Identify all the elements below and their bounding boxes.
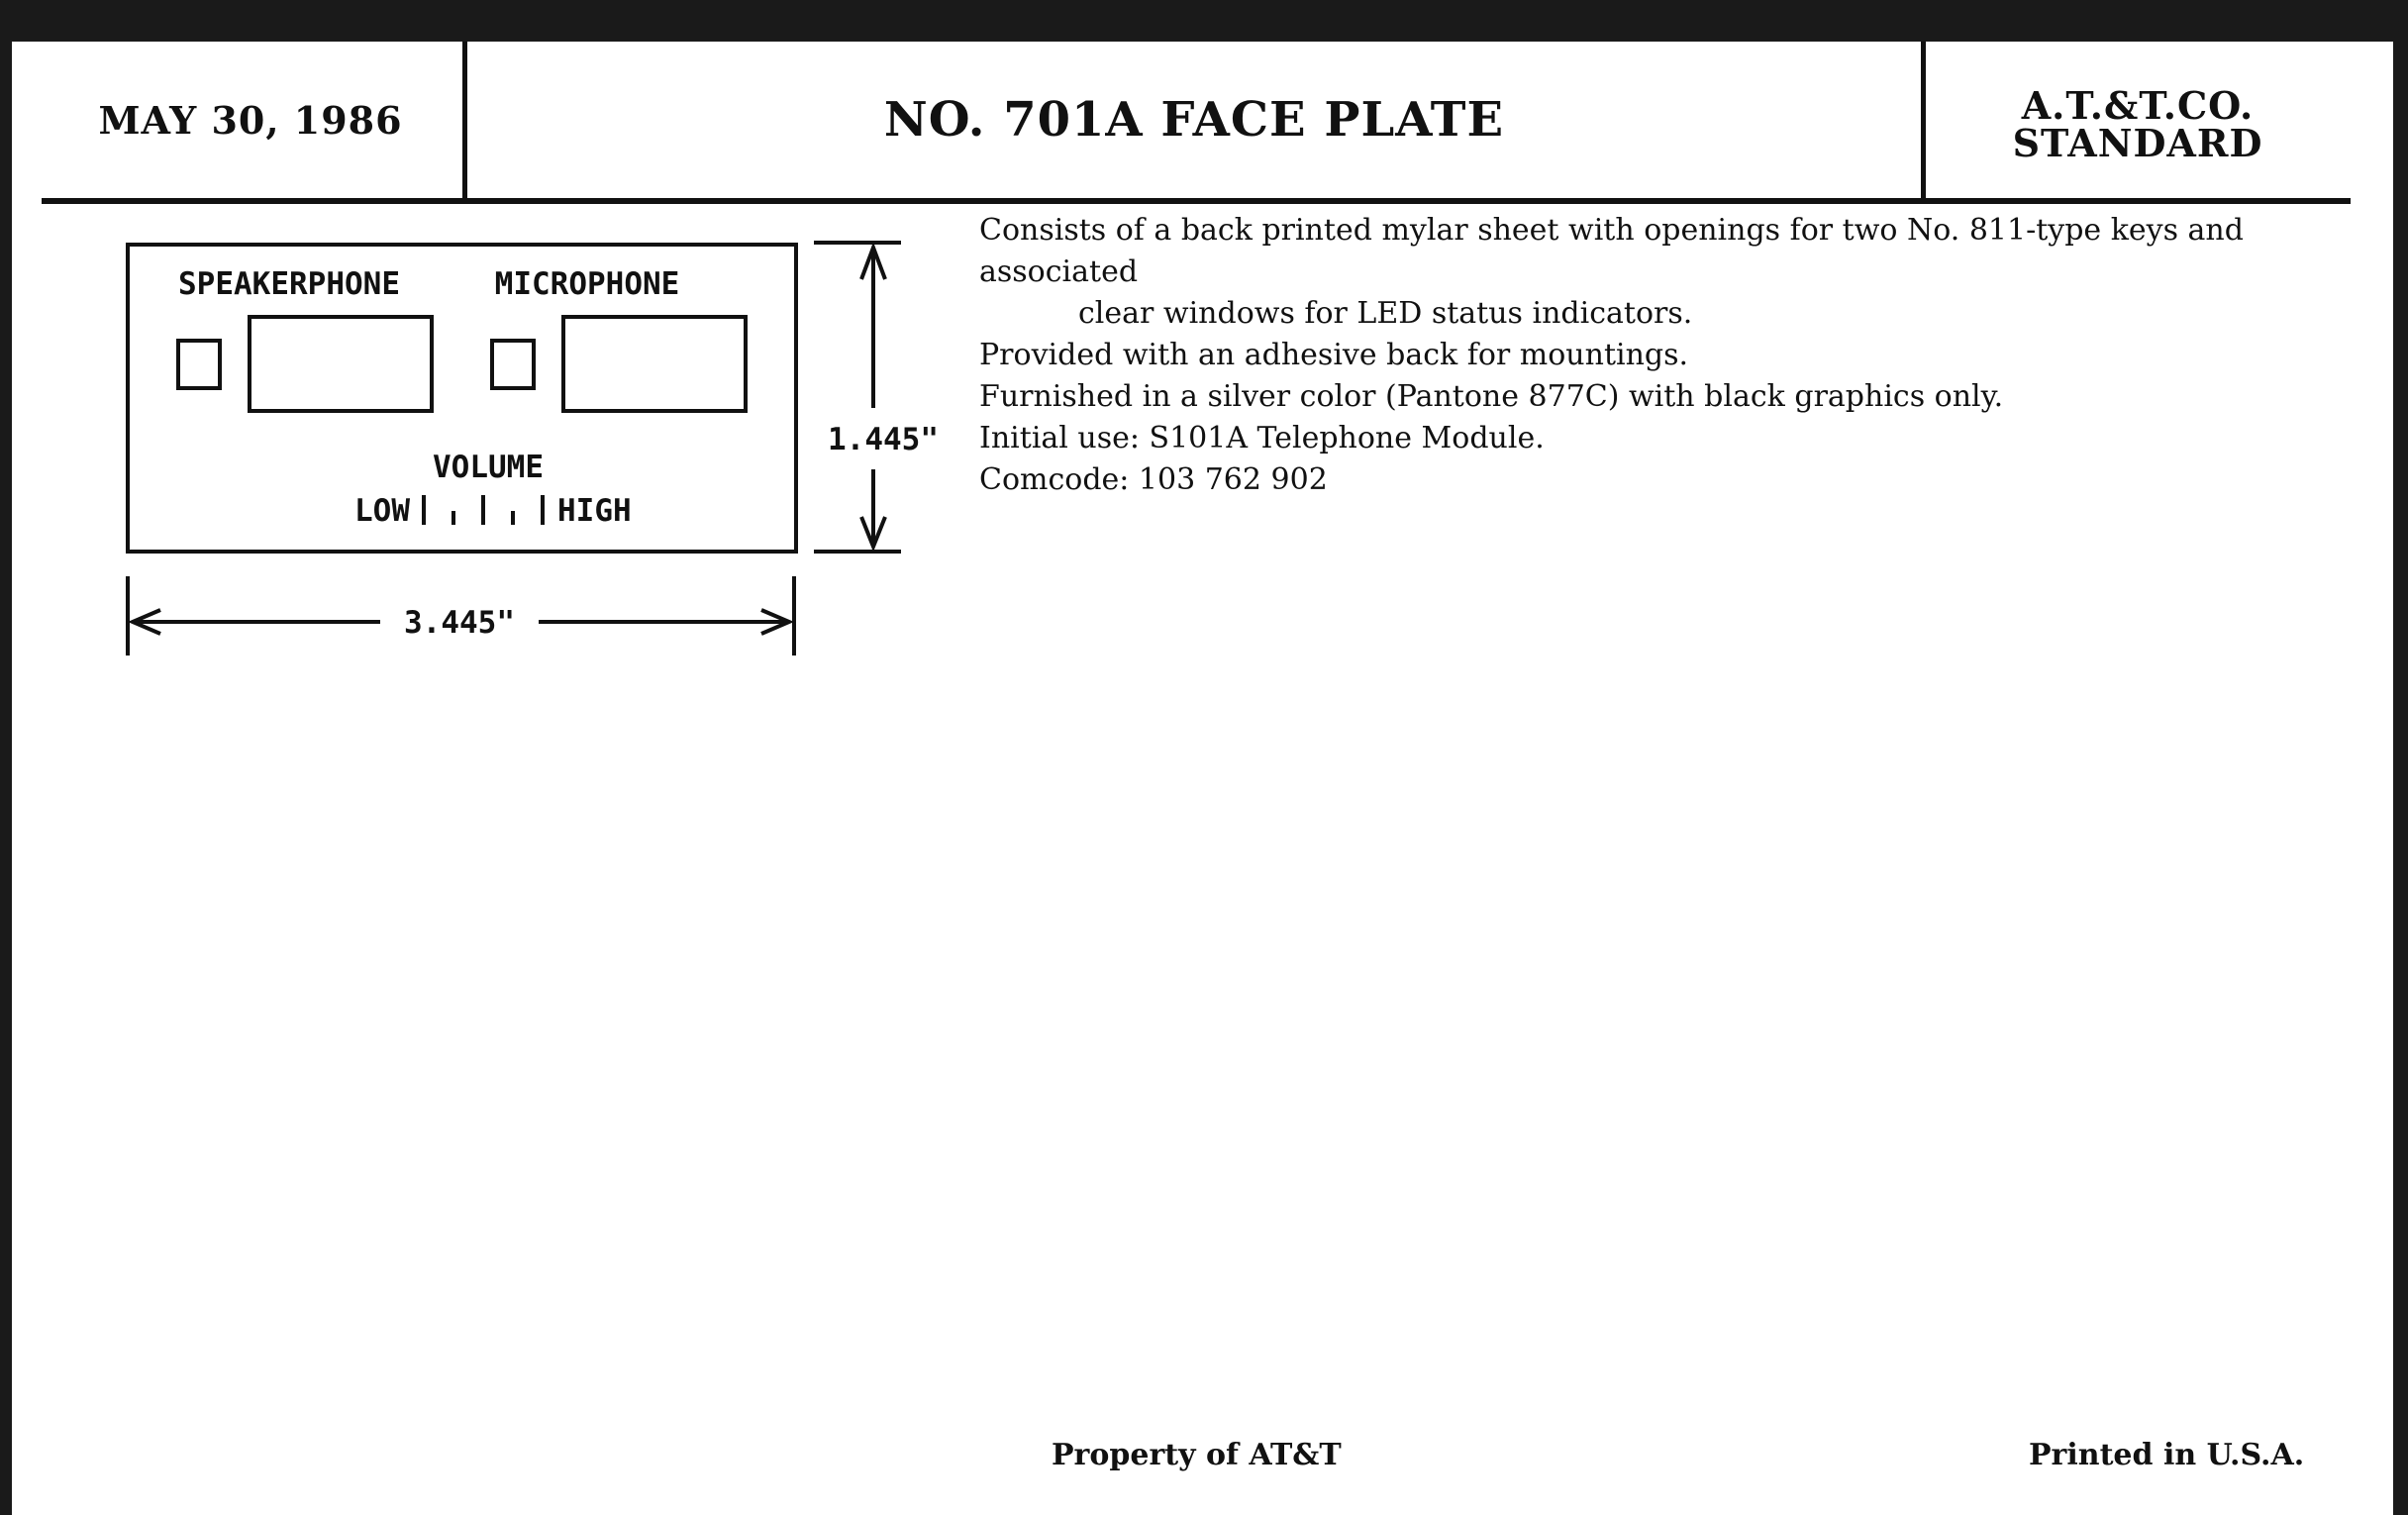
- header-organization: [1925, 42, 2351, 198]
- description: [979, 210, 2326, 501]
- height-dimension-label: 1.445": [828, 422, 939, 457]
- speakerphone-label: SPEAKERPHONE: [178, 266, 400, 302]
- microphone-key-opening: [492, 341, 534, 388]
- width-dimension-label: 3.445": [404, 605, 515, 641]
- description-line-5: Comcode: 103 762 902: [979, 462, 1328, 497]
- footer-printed: Printed in U.S.A.: [2029, 1438, 2305, 1472]
- standard-card: [12, 42, 2393, 1515]
- description-line-1: Consists of a back printed mylar sheet with openings for two No. 811-type keys and associated: [979, 213, 2244, 289]
- header-title: NO. 701A FACE PLATE: [462, 42, 1926, 198]
- volume-label: VOLUME: [433, 450, 544, 485]
- volume-scale: [424, 495, 543, 525]
- speakerphone-led-window: [250, 317, 432, 411]
- volume-low-label: LOW: [354, 493, 410, 529]
- description-line-1-continued: clear windows for LED status indicators.: [1078, 296, 1693, 331]
- header-org-line2: STANDARD: [2012, 121, 2263, 165]
- face-plate-drawing: [12, 42, 1002, 735]
- description-line-3: Furnished in a silver color (Pantone 877C) with black graphics only.: [979, 379, 2004, 414]
- description-line-4: Initial use: S101A Telephone Module.: [979, 421, 1545, 455]
- header-date: MAY 30, 1986: [98, 97, 403, 143]
- volume-high-label: HIGH: [557, 493, 632, 529]
- speakerphone-key-opening: [178, 341, 220, 388]
- microphone-led-window: [563, 317, 746, 411]
- header-org-line1: A.T.&T.CO.: [2021, 83, 2255, 128]
- footer-property: Property of AT&T: [1052, 1438, 1342, 1472]
- description-line-2: Provided with an adhesive back for mountings.: [979, 338, 1689, 372]
- height-dimension: [814, 243, 901, 552]
- microphone-label: MICROPHONE: [494, 266, 680, 302]
